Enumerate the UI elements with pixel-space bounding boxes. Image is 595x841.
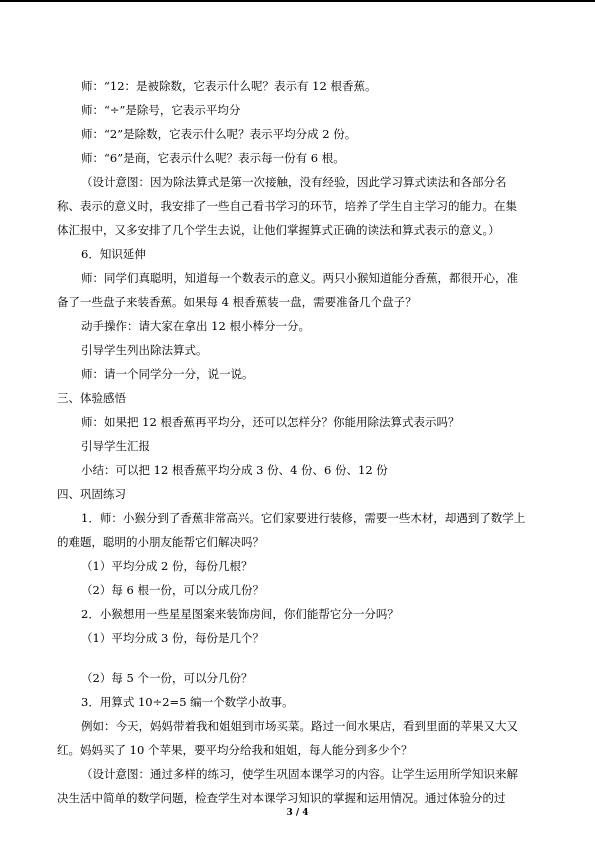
text-line: （2）每 6 根一份，可以分成几份？	[81, 583, 264, 597]
text-line: 3．用算式 10÷2=5 编一个数学小故事。	[81, 695, 294, 709]
text-line: 的难题，聪明的小朋友能帮它们解决吗？	[57, 535, 264, 549]
text-line: 红。妈妈买了 10 个苹果，要平均分给我和姐姐，每人能分到多少个？	[57, 743, 413, 757]
text-line: 引导学生列出除法算式。	[81, 343, 208, 357]
text-line: 例如：今天，妈妈带着我和姐姐到市场买菜。路过一间水果店，看到里面的苹果又大又	[81, 719, 518, 733]
text-line: 体汇报中，又多安排了几个学生去说，让他们掌握算式正确的读法和算式表示的意义。）	[57, 223, 500, 237]
text-line: 备了一些盘子来装香蕉。如果每 4 根香蕉装一盘，需要准备几个盘子？	[57, 295, 417, 309]
text-line: 引导学生汇报	[81, 439, 150, 453]
text-line: 小结：可以把 12 根香蕉平均分成 3 份、4 份、6 份、12 份	[81, 463, 388, 477]
text-line: （设计意图：通过多样的练习，使学生巩固本课学习的内容。让学生运用所学知识来解	[81, 767, 518, 781]
text-line: （1）平均分成 3 份，每份是几个？	[81, 631, 264, 645]
text-line: 师：如果把 12 根香蕉再平均分，还可以怎样分？你能用除法算式表示吗？	[81, 415, 460, 429]
text-line: （设计意图：因为除法算式是第一次接触，没有经验，因此学习算式读法和各部分名	[81, 175, 507, 189]
text-line: 决生活中简单的数学问题，检查学生对本课学习知识的掌握和运用情况。通过体验分的过	[57, 791, 506, 805]
text-line: （2）每 5 个一份，可以分几份？	[81, 671, 253, 685]
text-line: 师：请一个同学分一分，说一说。	[81, 367, 254, 381]
text-line: 师：“÷”是除号，它表示平均分	[81, 103, 241, 117]
text-line: 师：同学们真聪明，知道每一个数表示的意义。两只小猴知道能分香蕉，都很开心，准	[81, 271, 518, 285]
section-heading: 三、体验感悟	[57, 391, 126, 405]
text-line: 2．小猴想用一些星星图案来装饰房间，你们能帮它分一分吗？	[81, 607, 399, 621]
text-line: （1）平均分成 2 份，每份几根？	[81, 559, 253, 573]
text-line: 动手操作：请大家在拿出 12 根小棒分一分。	[81, 319, 310, 333]
text-line: 师：“2”是除数，它表示什么呢？表示平均分成 2 份。	[81, 127, 357, 141]
text-line: 师：“6”是商，它表示什么呢？表示每一份有 6 根。	[81, 151, 345, 165]
text-line: 师：“12：是被除数，它表示什么呢？表示有 12 根香蕉。	[81, 79, 377, 93]
section-heading: 6．知识延伸	[81, 247, 146, 261]
page-number: 3 / 4	[286, 808, 309, 818]
text-line: 1．师：小猴分到了香蕉非常高兴。它们家要进行装修，需要一些木材，却遇到了数学上	[81, 511, 526, 525]
text-line: 称、表示的意义时，我安排了一些自己看书学习的环节，培养了学生自主学习的能力。在集	[57, 199, 517, 213]
section-heading: 四、巩固练习	[57, 487, 126, 501]
